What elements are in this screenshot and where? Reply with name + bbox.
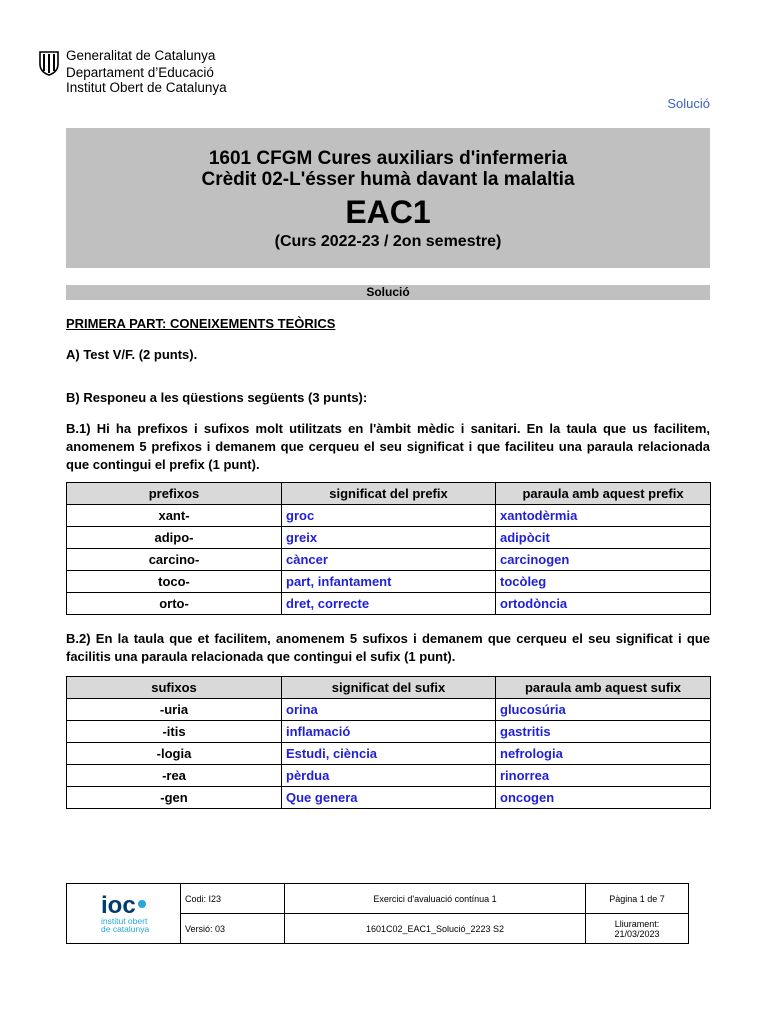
- table-row: [67, 571, 711, 593]
- meaning-cell: càncer: [282, 549, 496, 571]
- prefix-cell: orto-: [67, 593, 282, 615]
- prefix-cell: carcino-: [67, 549, 282, 571]
- course-title: 1601 CFGM Cures auxiliars d'infermeria: [208, 148, 568, 169]
- column-header: significat del prefix: [282, 483, 496, 505]
- suffix-cell: -logia: [67, 743, 282, 765]
- column-header: sufixos: [67, 677, 282, 699]
- meaning-cell: dret, correcte: [282, 593, 496, 615]
- question-b1-text: B.1) Hi ha prefixos i sufixos molt utilitzats en l'àmbit mèdic i sanitari. En la taula que us facilitem, anomenem 5 prefixos i demanem que cerqueu el seu significat i que faciliteu una paraula relacionada que contingui el prefix (1 punt).: [66, 421, 710, 472]
- ioc-dot-icon: [138, 900, 146, 908]
- footer-release-date: 21/03/2023: [614, 928, 660, 939]
- column-header: prefixos: [67, 483, 282, 505]
- table-row: [67, 593, 711, 615]
- word-cell: rinorrea: [496, 765, 711, 787]
- org-line-3: Institut Obert de Catalunya: [66, 80, 227, 95]
- suffix-cell: -rea: [67, 765, 282, 787]
- table-row: [67, 743, 711, 765]
- column-header: paraula amb aquest prefix: [496, 483, 711, 505]
- org-line-1: Generalitat de Catalunya: [66, 48, 216, 63]
- word-cell: glucosúria: [496, 699, 711, 721]
- meaning-cell: orina: [282, 699, 496, 721]
- credit-title: Crèdit 02-L'ésser humà davant la malaltia: [201, 169, 575, 190]
- question-b: B) Responeu a les qüestions següents (3 punts):: [66, 390, 368, 405]
- solution-bar: Solució: [66, 285, 710, 300]
- table-row: [67, 787, 711, 809]
- column-header: paraula amb aquest sufix: [496, 677, 711, 699]
- word-cell: tocòleg: [496, 571, 711, 593]
- prefix-cell: adipo-: [67, 527, 282, 549]
- word-cell: xantodèrmia: [496, 505, 711, 527]
- ioc-logo: [67, 884, 181, 944]
- word-cell: adipòcit: [496, 527, 711, 549]
- part-title: PRIMERA PART: CONEIXEMENTS TEÒRICS: [66, 316, 336, 331]
- ioc-logo-text: ioc: [101, 891, 136, 919]
- meaning-cell: pèrdua: [282, 765, 496, 787]
- footer-page: Pàgina 1 de 7: [586, 884, 689, 914]
- footer-table: [66, 883, 689, 944]
- meaning-cell: greix: [282, 527, 496, 549]
- prefix-cell: toco-: [67, 571, 282, 593]
- suffix-cell: -gen: [67, 787, 282, 809]
- word-cell: oncogen: [496, 787, 711, 809]
- footer-release-label: Lliurament:: [614, 918, 660, 929]
- suffix-table: [66, 676, 711, 809]
- meaning-cell: part, infantament: [282, 571, 496, 593]
- question-b2-text: B.2) En la taula que et facilitem, anomenem 5 sufixos i demanem que cerqueu el seu significat i que facilitis una paraula relacionada que contingui el sufix (1 punt).: [66, 631, 710, 664]
- org-line-2: Departament d’Educació: [66, 65, 214, 80]
- ioc-logo-sub-1: institut obert: [101, 915, 148, 926]
- footer-version: Versió: 03: [181, 914, 285, 944]
- meaning-cell: Que genera: [282, 787, 496, 809]
- prefix-cell: xant-: [67, 505, 282, 527]
- exam-title: EAC1: [345, 194, 431, 230]
- generalitat-emblem-icon: [38, 50, 60, 76]
- table-row: [67, 505, 711, 527]
- table-row: [67, 699, 711, 721]
- ioc-logo-sub-2: de catalunya: [101, 923, 150, 934]
- suffix-cell: -uria: [67, 699, 282, 721]
- meaning-cell: inflamació: [282, 721, 496, 743]
- solucio-label: Solució: [667, 96, 710, 111]
- word-cell: carcinogen: [496, 549, 711, 571]
- footer-file: 1601C02_EAC1_Solució_2223 S2: [285, 914, 586, 944]
- suffix-cell: -itis: [67, 721, 282, 743]
- table-header-row: [67, 483, 711, 505]
- table-row: [67, 527, 711, 549]
- word-cell: gastritis: [496, 721, 711, 743]
- table-row: [67, 765, 711, 787]
- word-cell: ortodòncia: [496, 593, 711, 615]
- table-header-row: [67, 677, 711, 699]
- meaning-cell: Estudi, ciència: [282, 743, 496, 765]
- question-a: A) Test V/F. (2 punts).: [66, 347, 198, 362]
- footer-release: [586, 914, 689, 944]
- column-header: significat del sufix: [282, 677, 496, 699]
- meaning-cell: groc: [282, 505, 496, 527]
- prefix-table: [66, 482, 711, 615]
- footer-exercise: Exercici d'avaluació contínua 1: [285, 884, 586, 914]
- table-row: [67, 721, 711, 743]
- term-label: (Curs 2022-23 / 2on semestre): [274, 233, 502, 250]
- table-row: [67, 549, 711, 571]
- word-cell: nefrologia: [496, 743, 711, 765]
- footer-code: Codi: I23: [181, 884, 285, 914]
- title-box: [66, 128, 710, 268]
